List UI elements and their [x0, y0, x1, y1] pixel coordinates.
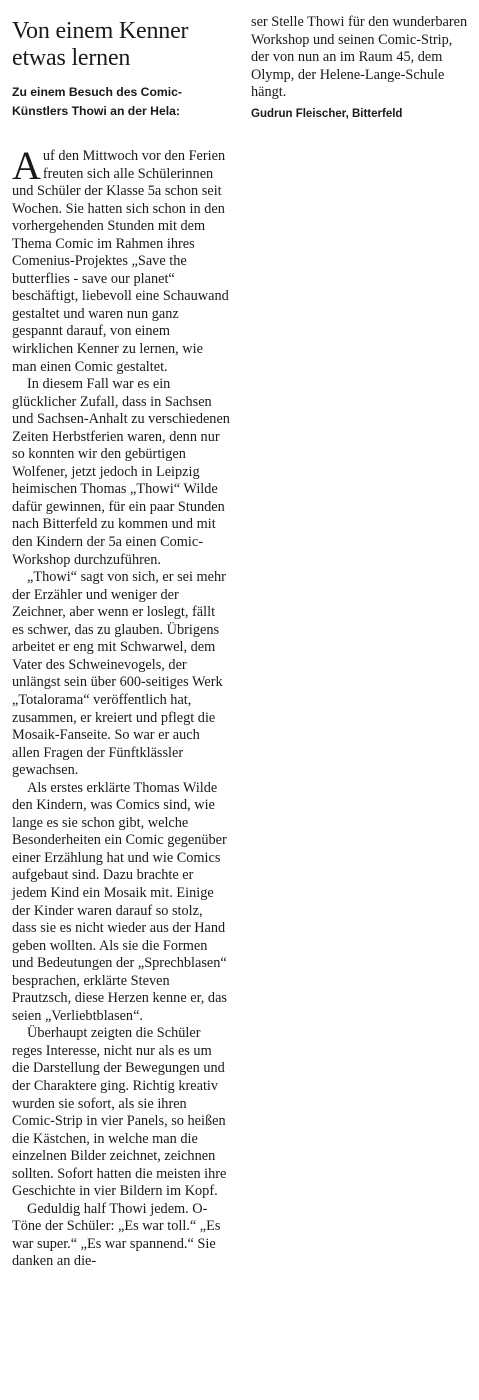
left-column: [12, 18, 230, 1271]
drop-cap: A: [12, 143, 41, 188]
paragraph-4: Als erstes erklärte Thomas Wilde den Kindern, was Comics sind, wie lange es sie schon gibt, welche Besonderheiten ein Comic gegenüber einer Erzählung hat und wie Comics aufgebaut sind. Dazu brachte er jedem Kind ein Mosaik mit. Einige der Kinder waren darauf so stolz, dass sie es nicht wieder aus der Hand geben wollten. Als sie die Formen und Bedeutungen der „Sprechblasen“ besprachen, erklärte Steven Prautzsch, diese Herzen kenne er, das seien „Verliebtblasen“.: [12, 779, 227, 1024]
article-continuation: ser Stelle Thowi für den wunderbaren Workshop und seinen Comic-Strip, der von nun an im Raum 45, dem Olymp, der Helene-Lange-Schule hängt.: [251, 14, 468, 101]
article-body: [12, 143, 230, 1271]
article-headline: Von einem Kenner etwas lernen: [12, 18, 189, 71]
author-signature: Gudrun Fleischer, Bitterfeld: [251, 107, 403, 120]
paragraph-1: [12, 143, 230, 376]
paragraph-1-text: uf den Mittwoch vor den Ferien freuten sich alle Schülerinnen und Schüler der Klasse 5a schon seit Wochen. Sie hatten sich schon in den vorhergehenden Stunden mit dem Thema Comic im Rahmen ihres Comenius-Projektes „Save the butterflies - save our planet“ beschäftigt, liebevoll eine Schauwand gestaltet und waren nun ganz gespannt darauf, von einem wirklichen Kenner zu lernen, wie man einen Comic gestaltet.: [12, 148, 229, 375]
article-subhead: Zu einem Besuch des Comic-Künstlers Thowi an der Hela:: [12, 85, 182, 118]
paragraph-6: Geduldig half Thowi jedem. O-Töne der Schüler: „Es war toll.“ „Es war super.“ „Es war spannend.“ Sie danken an die-: [12, 1200, 221, 1270]
paragraph-3: „Thowi“ sagt von sich, er sei mehr der Erzähler und weniger der Zeichner, aber wenn er loslegt, fällt es schwer, das zu glauben. Übrigens arbeitet er eng mit Schwarwel, dem Vater des Schweinevogels, der unlängst sein über 600-seitiges Werk „Totalorama“ veröffentlich hat, zusammen, er kreiert und pflegt die Mosaik-Fanseite. So war er auch allen Fragen der Fünftklässler gewachsen.: [12, 569, 226, 779]
paragraph-5: Überhaupt zeigten die Schüler reges Interesse, nicht nur als es um die Darstellung der Bewegungen und der Charaktere ging. Richtig kreativ wurden sie sofort, als sie ihren Comic-Strip in vier Panels, so heißen die Kästchen, in welche man die einzelnen Bilder zeichnet, zeichnen sollten. Sofort hatten die meisten ihre Geschichte in vier Bildern im Kopf.: [12, 1025, 227, 1200]
paragraph-2: In diesem Fall war es ein glücklicher Zufall, dass in Sachsen und Sachsen-Anhalt zu verschiedenen Zeiten Herbstferien waren, denn nur so konnten wir den gebürtigen Wolfener, jetzt jedoch in Leipzig heimischen Thomas „Thowi“ Wilde dafür gewinnen, für ein paar Stunden nach Bitterfeld zu kommen und mit den Kindern der 5a einen Comic-Workshop durchzuführen.: [12, 376, 230, 568]
right-column: [251, 14, 473, 122]
